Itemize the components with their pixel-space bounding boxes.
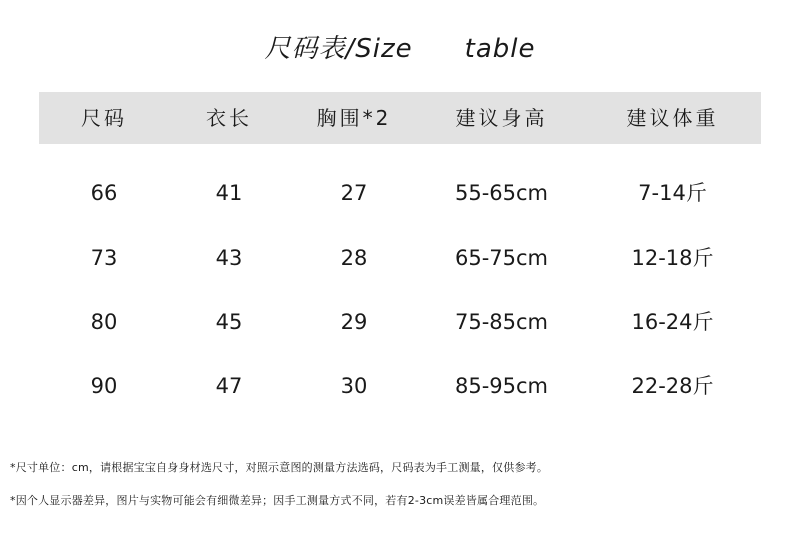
cell-chest: 30 bbox=[340, 374, 368, 398]
header-length: 衣长 bbox=[206, 106, 252, 130]
cell-weight: 22-28斤 bbox=[631, 374, 714, 398]
cell-length: 41 bbox=[215, 181, 243, 205]
header-size: 尺码 bbox=[81, 106, 127, 130]
header-weight: 建议体重 bbox=[626, 106, 719, 130]
cell-length: 45 bbox=[215, 310, 243, 334]
cell-length: 47 bbox=[215, 374, 243, 398]
table-row bbox=[39, 238, 761, 278]
cell-height: 75-85cm bbox=[454, 310, 549, 334]
cell-weight: 12-18斤 bbox=[631, 246, 714, 270]
table-row bbox=[39, 173, 761, 213]
cell-chest: 29 bbox=[340, 310, 368, 334]
header-height: 建议身高 bbox=[455, 106, 548, 130]
footnote-disclaimer: *因个人显示器差异，图片与实物可能会有细微差异；因手工测量方式不同，若有2-3cm误差皆属合理范围。 bbox=[10, 494, 545, 507]
table-header-row bbox=[39, 98, 761, 138]
cell-size: 66 bbox=[90, 181, 118, 205]
cell-weight: 16-24斤 bbox=[631, 310, 714, 334]
title-cn: 尺码表/Size bbox=[264, 34, 413, 64]
header-chest: 胸围*2 bbox=[316, 106, 392, 130]
cell-chest: 28 bbox=[340, 246, 368, 270]
cell-height: 65-75cm bbox=[454, 246, 549, 270]
table-row bbox=[39, 366, 761, 406]
title-en: table bbox=[464, 34, 536, 64]
cell-size: 80 bbox=[90, 310, 118, 334]
page-title bbox=[0, 28, 800, 65]
cell-height: 85-95cm bbox=[454, 374, 549, 398]
cell-chest: 27 bbox=[340, 181, 368, 205]
cell-length: 43 bbox=[215, 246, 243, 270]
cell-weight: 7-14斤 bbox=[638, 181, 707, 205]
cell-size: 90 bbox=[90, 374, 118, 398]
cell-height: 55-65cm bbox=[454, 181, 549, 205]
table-row bbox=[39, 302, 761, 342]
footnote-measurement: *尺寸单位：cm，请根据宝宝自身身材选尺寸，对照示意图的测量方法选码，尺码表为手工测量，仅供参考。 bbox=[10, 461, 549, 474]
cell-size: 73 bbox=[90, 246, 118, 270]
